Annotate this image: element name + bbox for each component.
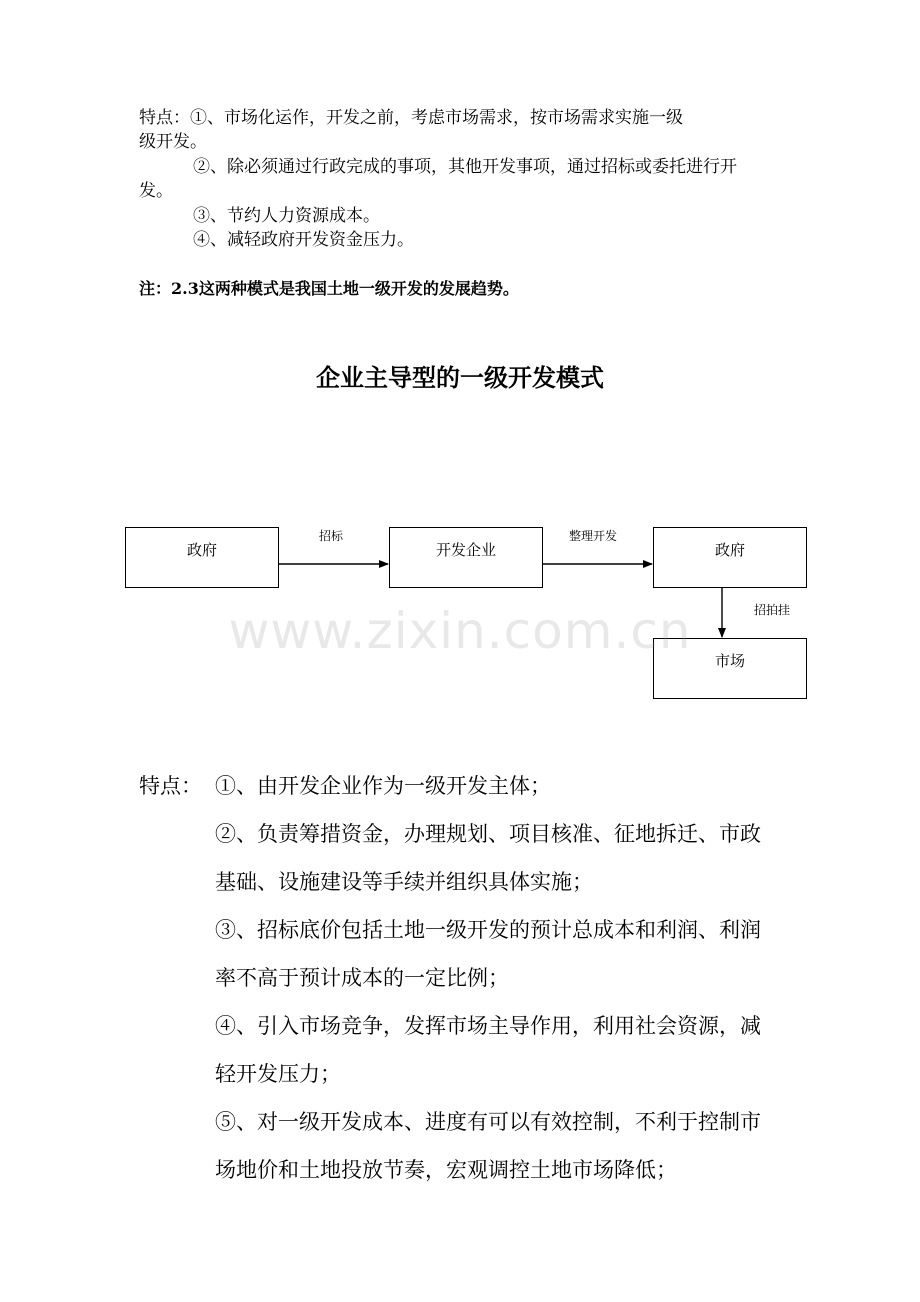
- box-government-2: [653, 527, 807, 588]
- feature-item-4: ④、减轻政府开发资金压力。: [193, 230, 414, 250]
- box-government-1-label: 政府: [186, 541, 217, 559]
- feature-item-2-line-2: 发。: [139, 181, 173, 201]
- feature-label: 特点：: [139, 108, 190, 128]
- arrow-develop-label: 整理开发: [569, 529, 618, 543]
- feature2-item-5-line-2: 场地价和土地投放节奏，宏观调控土地市场降低；: [215, 1158, 677, 1182]
- arrow-bid-label: 招标: [319, 529, 344, 543]
- feature2-item-5-line-1: ⑤、对一级开发成本、进度有可以有效控制，不利于控制市: [215, 1110, 761, 1134]
- watermark: www.zixin.com.cn: [228, 602, 692, 660]
- feature2-item-4-line-1: ④、引入市场竞争，发挥市场主导作用，利用社会资源，减: [215, 1014, 761, 1038]
- feature-item-2-line-1: ②、除必须通过行政完成的事项，其他开发事项，通过招标或委托进行开: [193, 157, 737, 177]
- box-government-2-label: 政府: [714, 541, 745, 559]
- box-development-company-label: 开发企业: [435, 541, 496, 559]
- box-government-1: [125, 527, 279, 588]
- feature-item-1-line-1: ①、市场化运作，开发之前，考虑市场需求，按市场需求实施一级: [190, 108, 683, 128]
- feature2-item-2-line-2: 基础、设施建设等手续并组织具体实施；: [215, 870, 593, 894]
- feature-label-2: 特点：: [139, 774, 202, 798]
- box-development-company: [389, 527, 543, 588]
- feature2-item-3-line-1: ③、招标底价包括土地一级开发的预计总成本和利润、利润: [215, 918, 761, 942]
- feature-item-3: ③、节约人力资源成本。: [193, 206, 380, 226]
- section-title: 企业主导型的一级开发模式: [316, 363, 604, 392]
- feature2-item-2-line-1: ②、负责筹措资金，办理规划、项目核准、征地拆迁、市政: [215, 822, 761, 846]
- arrow-auction-label: 招拍挂: [754, 603, 791, 617]
- trend-note: 注：2.3这两种模式是我国土地一级开发的发展趋势。: [139, 279, 519, 298]
- box-market-label: 市场: [714, 652, 745, 670]
- feature2-item-1: ①、由开发企业作为一级开发主体；: [215, 774, 551, 798]
- feature2-item-3-line-2: 率不高于预计成本的一定比例；: [215, 966, 509, 990]
- feature2-item-4-line-2: 轻开发压力；: [215, 1062, 341, 1086]
- feature-item-1-line-2: 级开发。: [139, 132, 207, 152]
